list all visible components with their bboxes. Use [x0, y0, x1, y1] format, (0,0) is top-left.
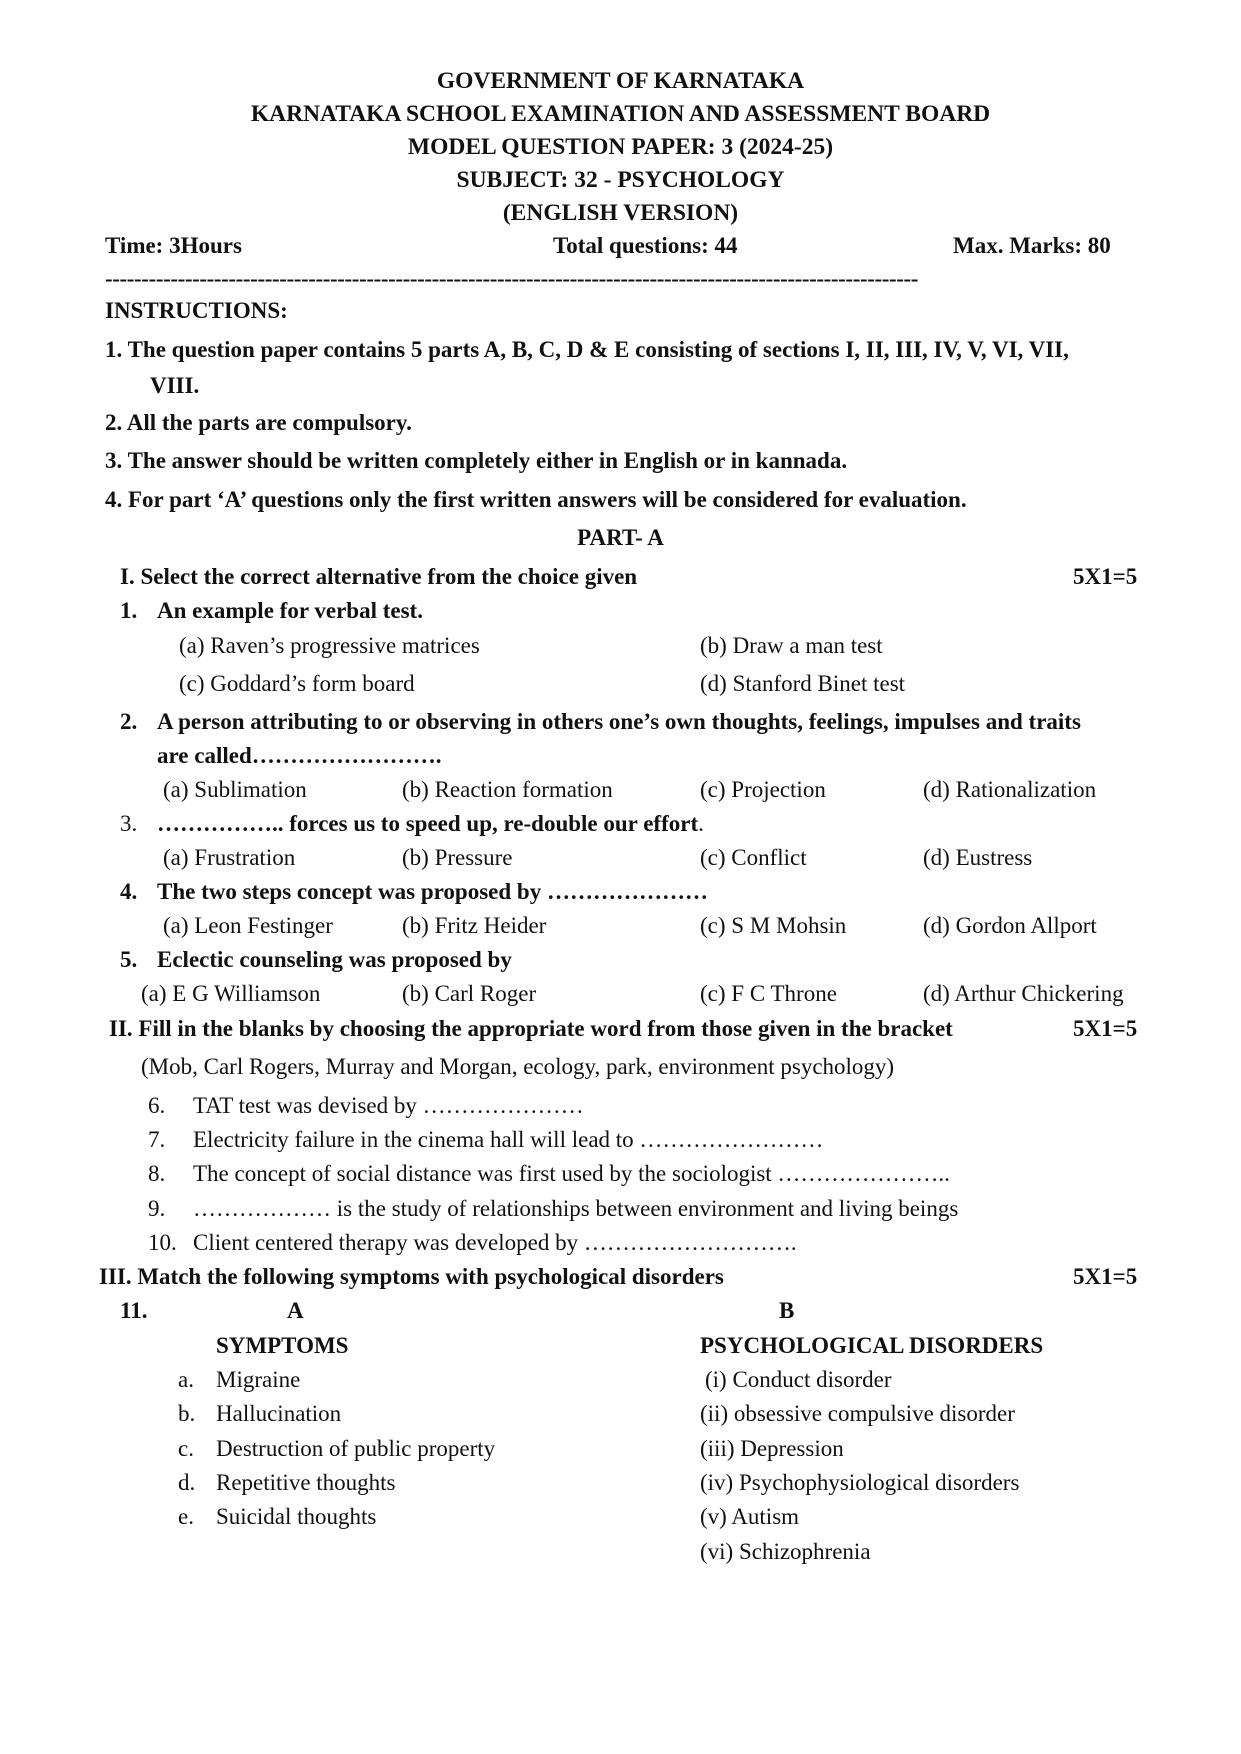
header-board: KARNATAKA SCHOOL EXAMINATION AND ASSESSMENT BOARD [250, 101, 991, 127]
section-2-marks: 5X1=5 [1073, 1016, 1138, 1041]
q1-option-a: (a) Raven’s progressive matrices [179, 633, 480, 658]
q1-option-c: (c) Goddard’s form board [179, 671, 415, 696]
section-1-heading: I. Select the correct alternative from the choice given [120, 564, 638, 589]
section-2-heading: II. Fill in the blanks by choosing the appropriate word from those given in the bracket [109, 1016, 953, 1041]
time-label: Time: 3Hours [105, 233, 242, 258]
disorders-heading: PSYCHOLOGICAL DISORDERS [700, 1333, 1044, 1358]
q11-number: 11. [120, 1298, 148, 1323]
q9-text: ……………… is the study of relationships between environment and living beings [193, 1196, 959, 1221]
q4-number: 4. [120, 879, 138, 904]
symptoms-heading: SYMPTOMS [216, 1333, 349, 1358]
q4-option-b: (b) Fritz Heider [402, 913, 547, 938]
q5-option-b: (b) Carl Roger [402, 981, 537, 1006]
total-questions-label: Total questions: 44 [553, 233, 738, 258]
section-2-word-bank: (Mob, Carl Rogers, Murray and Morgan, ecology, park, environment psychology) [141, 1054, 895, 1079]
column-b-label: B [779, 1298, 795, 1323]
q1-number: 1. [120, 598, 138, 623]
q4-option-d: (d) Gordon Allport [923, 913, 1097, 938]
max-marks-label: Max. Marks: 80 [953, 233, 1111, 258]
disorder-iii: (iii) Depression [700, 1436, 844, 1461]
q2-text-cont: are called……………………. [157, 743, 442, 768]
q3-option-c: (c) Conflict [700, 845, 807, 870]
column-a-label: A [287, 1298, 304, 1323]
disorder-iv: (iv) Psychophysiological disorders [700, 1470, 1020, 1495]
symptom-c-letter: c. [178, 1436, 194, 1461]
q5-number: 5. [120, 947, 138, 972]
q7-number: 7. [148, 1127, 166, 1152]
q10-number: 10. [148, 1230, 177, 1255]
symptom-a-letter: a. [178, 1367, 194, 1392]
q4-option-a: (a) Leon Festinger [163, 913, 333, 938]
q1-option-d: (d) Stanford Binet test [700, 671, 906, 696]
q5-option-c: (c) F C Throne [700, 981, 837, 1006]
symptom-a: Migraine [216, 1367, 301, 1392]
instructions-title: INSTRUCTIONS: [105, 298, 288, 323]
header-paper-title: MODEL QUESTION PAPER: 3 (2024-25) [407, 134, 834, 160]
q2-option-d: (d) Rationalization [923, 777, 1097, 802]
symptom-b: Hallucination [216, 1401, 342, 1426]
header-government: GOVERNMENT OF KARNATAKA [436, 68, 805, 94]
q7-text: Electricity failure in the cinema hall will lead to …………………… [193, 1127, 824, 1152]
q2-number: 2. [120, 709, 138, 734]
instruction-2: 2. All the parts are compulsory. [105, 410, 412, 435]
symptom-b-letter: b. [178, 1401, 196, 1426]
q2-option-b: (b) Reaction formation [402, 777, 613, 802]
disorder-i: (i) Conduct disorder [705, 1367, 892, 1392]
disorder-v: (v) Autism [700, 1504, 800, 1529]
part-a-title: PART- A [577, 525, 664, 550]
q3-option-a: (a) Frustration [163, 845, 296, 870]
q4-text: The two steps concept was proposed by ………………… [157, 879, 708, 904]
q6-text: TAT test was devised by ………………… [193, 1093, 584, 1118]
q9-number: 9. [148, 1196, 166, 1221]
header-version: (ENGLISH VERSION) [502, 200, 739, 226]
symptom-e: Suicidal thoughts [216, 1504, 377, 1529]
header-subject: SUBJECT: 32 - PSYCHOLOGY [456, 167, 785, 193]
q3-number: 3. [120, 811, 138, 836]
instruction-4: 4. For part ‘A’ questions only the first written answers will be considered for evaluation. [105, 487, 967, 512]
disorder-ii: (ii) obsessive compulsive disorder [700, 1401, 1015, 1426]
q5-option-d: (d) Arthur Chickering [923, 981, 1124, 1006]
q5-option-a: (a) E G Williamson [141, 981, 321, 1006]
q3-text: …………….. forces us to speed up, re-double our effort [157, 811, 699, 836]
q5-text: Eclectic counseling was proposed by [157, 947, 512, 972]
instruction-1-cont: VIII. [150, 373, 200, 398]
instruction-1: 1. The question paper contains 5 parts A, B, C, D & E consisting of sections I, II, III, IV, V, VI, VII, [105, 337, 1069, 362]
disorder-vi: (vi) Schizophrenia [700, 1539, 871, 1564]
instruction-3: 3. The answer should be written completely either in English or in kannada. [105, 448, 848, 473]
q3-option-b: (b) Pressure [402, 845, 513, 870]
section-1-marks: 5X1=5 [1073, 564, 1138, 589]
q4-option-c: (c) S M Mohsin [700, 913, 847, 938]
divider-line: ---------------------------------------------------------------------------------------------------------------- [105, 266, 919, 291]
q1-option-b: (b) Draw a man test [700, 633, 883, 658]
q2-option-c: (c) Projection [700, 777, 826, 802]
symptom-d-letter: d. [178, 1470, 196, 1495]
q6-number: 6. [148, 1093, 166, 1118]
q3-period: . [698, 811, 704, 836]
symptom-e-letter: e. [178, 1504, 194, 1529]
q8-number: 8. [148, 1161, 166, 1186]
q10-text: Client centered therapy was developed by ………………………. [193, 1230, 797, 1255]
symptom-d: Repetitive thoughts [216, 1470, 396, 1495]
symptom-c: Destruction of public property [216, 1436, 496, 1461]
q2-option-a: (a) Sublimation [163, 777, 307, 802]
q3-line [157, 811, 704, 837]
q1-text: An example for verbal test. [157, 598, 423, 623]
section-3-heading: III. Match the following symptoms with psychological disorders [99, 1264, 724, 1289]
q3-option-d: (d) Eustress [923, 845, 1033, 870]
q8-text: The concept of social distance was first used by the sociologist ………………….. [193, 1161, 950, 1186]
q2-text: A person attributing to or observing in others one’s own thoughts, feelings, impulses and traits [157, 709, 1081, 734]
section-3-marks: 5X1=5 [1073, 1264, 1138, 1289]
